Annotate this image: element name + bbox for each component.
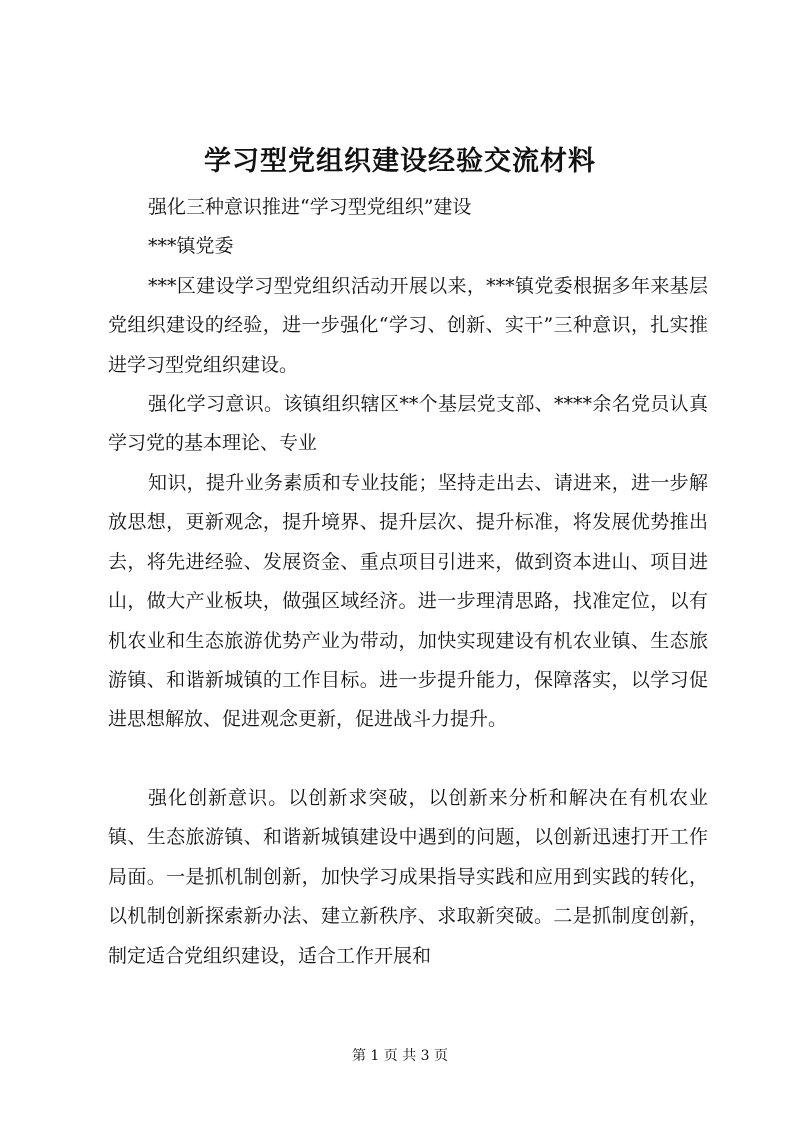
document-author: ***镇党委	[148, 235, 234, 257]
paragraph-learning-details: 知识，提升业务素质和专业技能；坚持走出去、请进来，进一步解放思想，更新观念，提升境界、提升层次、提升标准，将发展优势推出去，将先进经验、发展资金、重点项目引进来，做到资本进山、项目进山，做大产业板块，做强区域经济。进一步理清思路，找准定位，以有机农业和生态旅游优势产业为带动，加快实现建设有机农业镇、生态旅游镇、和谐新城镇的工作目标。进一步提升能力，保障落实，以学习促进思想解放、促进观念更新，促进战斗力提升。	[108, 472, 708, 731]
document-subtitle: 强化三种意识推进“学习型党组织”建设	[148, 196, 472, 218]
paragraph-innovation-awareness: 强化创新意识。以创新求突破，以创新来分析和解决在有机农业镇、生态旅游镇、和谐新城镇建设中遇到的问题，以创新迅速打开工作局面。一是抓机制创新，加快学习成果指导实践和应用到实践的转化，以机制创新探索新办法、建立新秩序、求取新突破。二是抓制度创新，制定适合党组织建设，适合工作开展和	[108, 787, 708, 967]
paragraph-learning-awareness: 强化学习意识。该镇组织辖区**个基层党支部、****余名党员认真学习党的基本理论、专业	[108, 393, 708, 455]
document-title: 学习型党组织建设经验交流材料	[204, 146, 596, 177]
paragraph-intro: ***区建设学习型党组织活动开展以来，***镇党委根据多年来基层党组织建设的经验，进一步强化“学习、创新、实干”三种意识，扎实推进学习型党组织建设。	[108, 275, 708, 376]
page-footer: 第 1 页 共 3 页	[351, 1048, 449, 1064]
